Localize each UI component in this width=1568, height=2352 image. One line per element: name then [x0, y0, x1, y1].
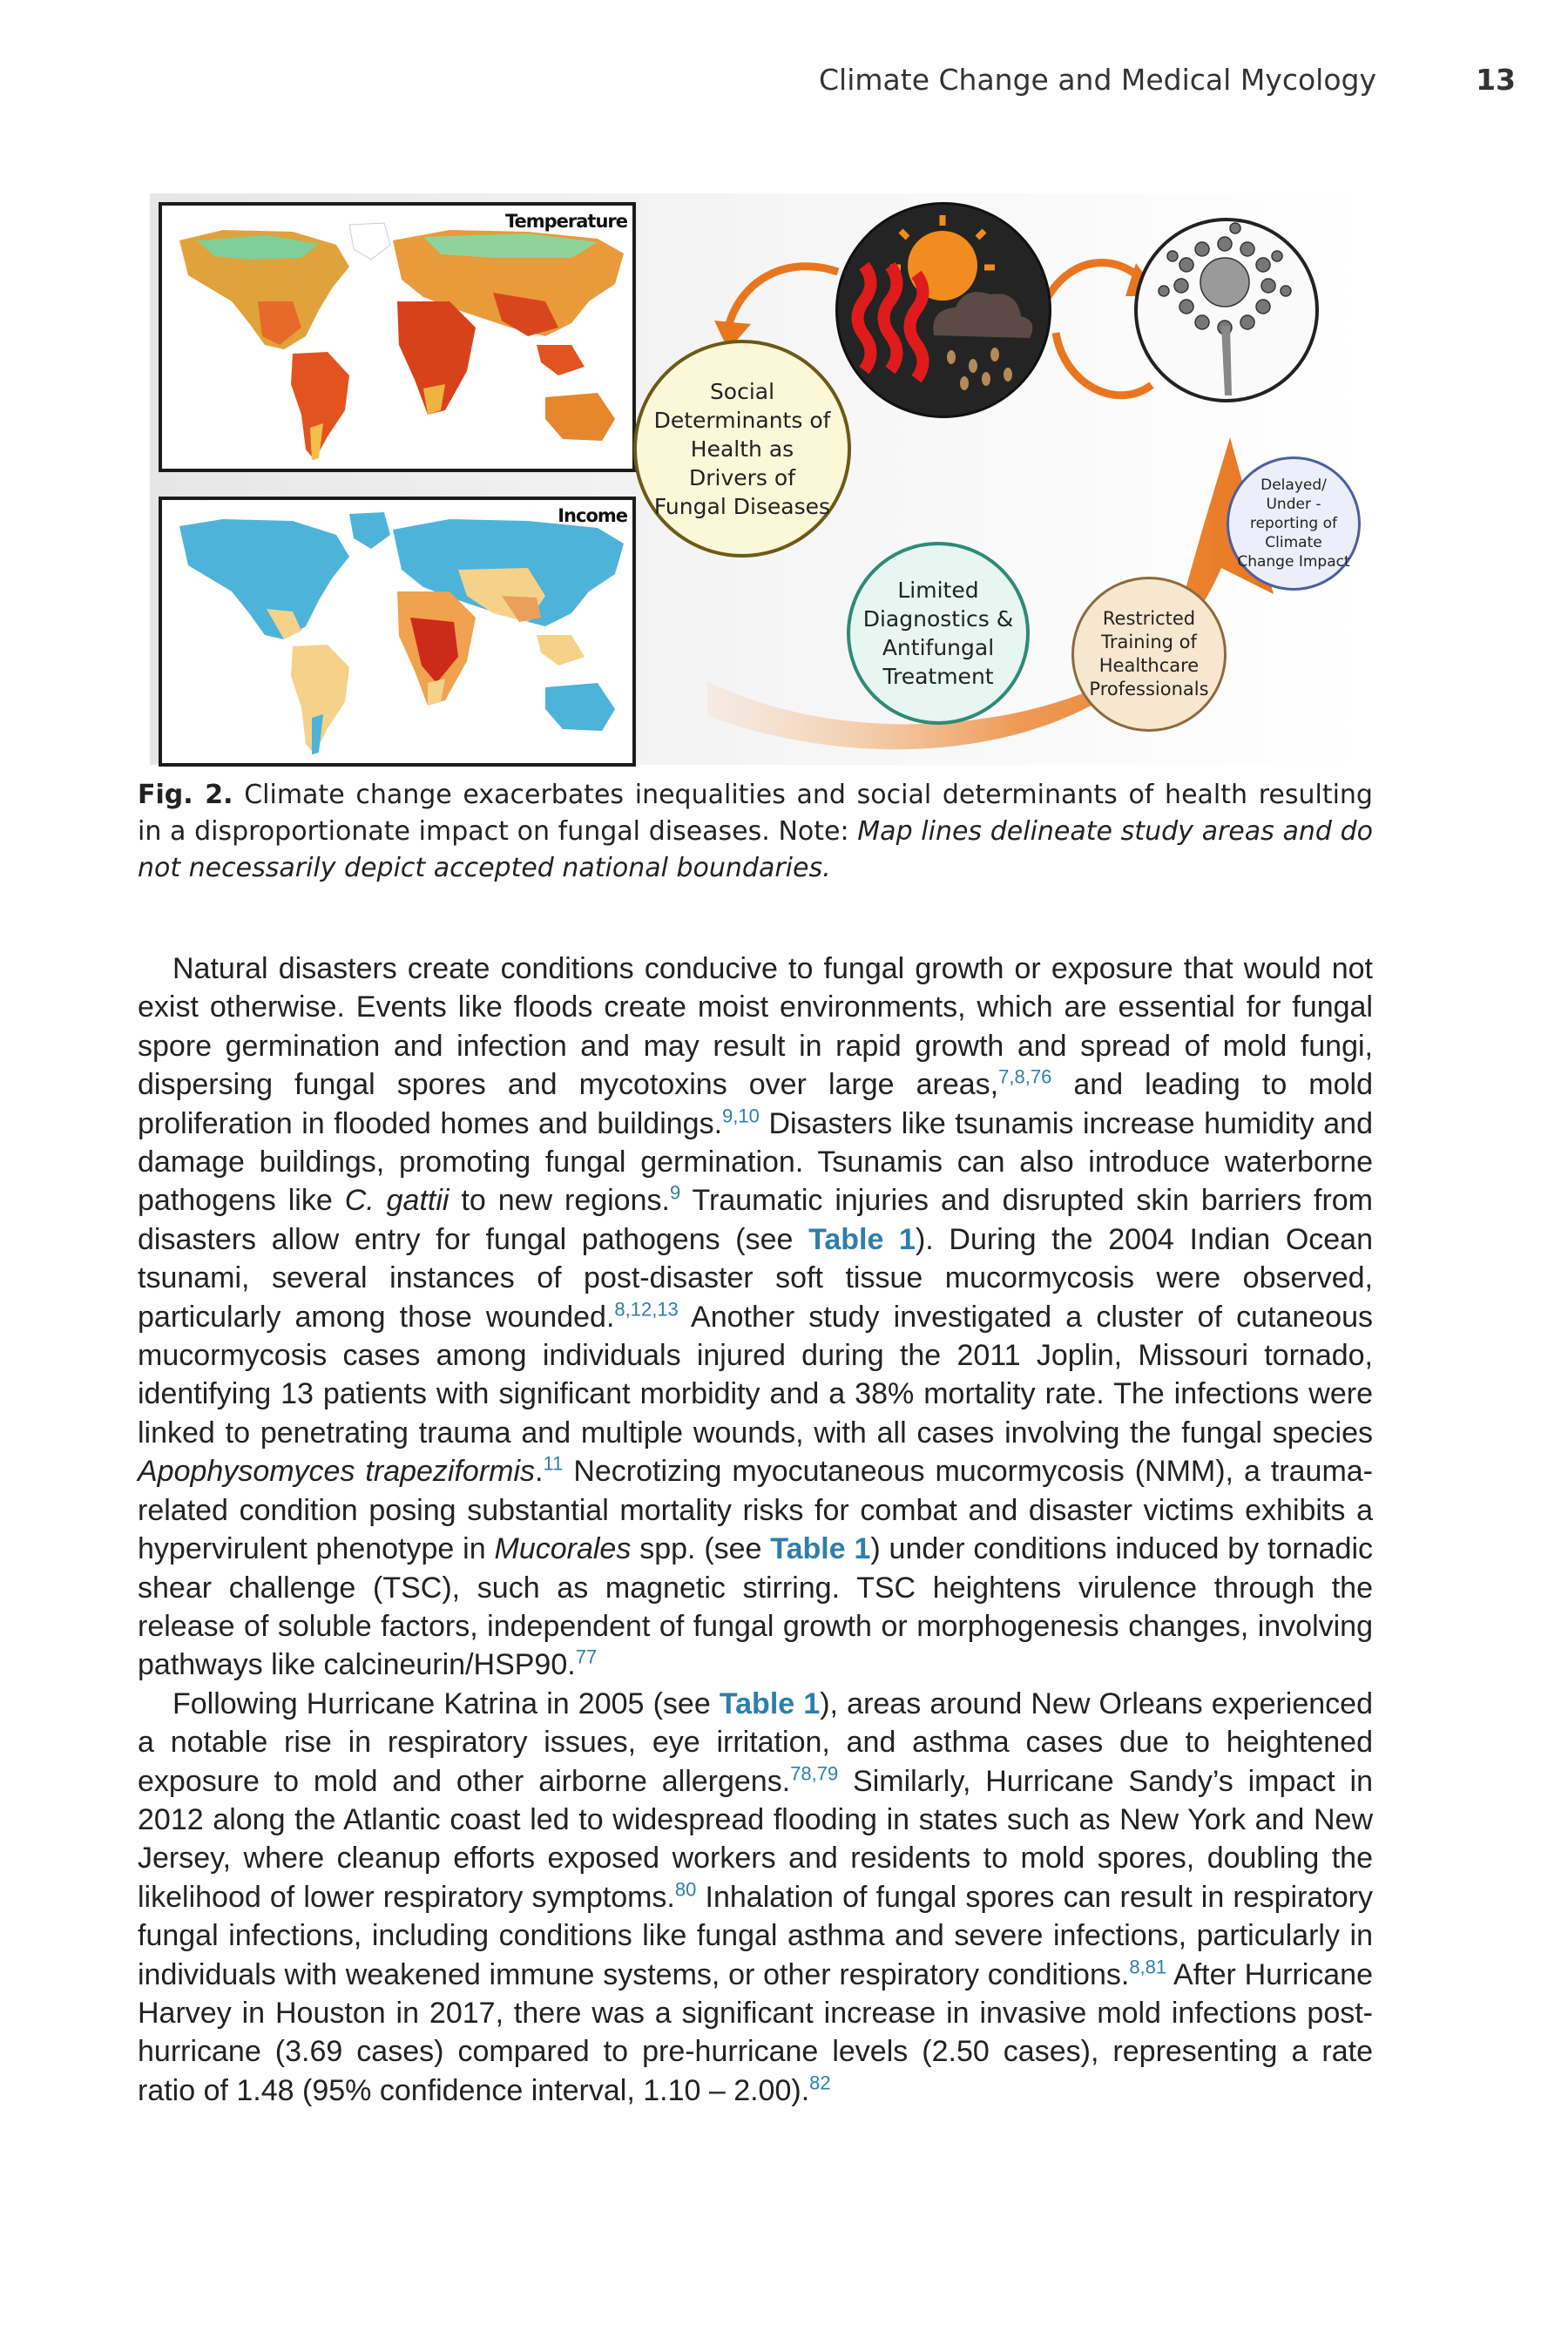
- species-name: C. gattii: [344, 1184, 449, 1218]
- citation[interactable]: 8,81: [1129, 1956, 1167, 1978]
- limited-diagnostics-bubble: [847, 542, 1030, 725]
- text-run: Natural disasters create conditions conducive to fungal growth or exposure that would not exist otherwise. Events like floods create moist environments, which are essential for fungal spore germination and infection and may result in rapid growth and spread of mold fungi, dispersing fungal spores and mycotoxins over large areas,: [138, 952, 1373, 1102]
- text-run: Disasters like tsunamis increase humidity and damage buildings, promoting fungal germination. Tsunamis can also introduce waterborne pathogens like: [138, 1106, 1373, 1218]
- temperature-label: Temperature: [504, 211, 627, 232]
- citation[interactable]: 11: [543, 1452, 564, 1475]
- figure-caption: [138, 777, 1373, 887]
- species-name: Apophysomyces trapeziformis: [138, 1455, 536, 1489]
- delayed-reporting-bubble: [1227, 456, 1361, 591]
- income-label: Income: [558, 505, 627, 526]
- social-determinants-text: Social Determinants of Health as Drivers of Fungal Diseases: [653, 378, 831, 519]
- climate-icon: [835, 202, 1051, 418]
- paragraph-2: [138, 1685, 1373, 2110]
- text-run: After Hurricane Harvey in Houston in 2017, there was a significant increase in invasive mold infections post-hurricane (3.69 cases) compared to pre-hurricane levels (2.50 cases), representing a rate ratio of 1.48 (95% confidence interval, 1.10 – 2.00).: [138, 1957, 1373, 2107]
- fungus-icon: [1134, 218, 1319, 402]
- text-run: Another study investigated a cluster of cutaneous mucormycosis cases among individuals injured during the 2011 Joplin, Missouri tornado, identifying 13 patients with significant morbidity and a 38% mortality rate. The infections were linked to penetrating trauma and multiple wounds, with all cases involving the fungal species: [138, 1300, 1373, 1450]
- text-run: ). During the 2004 Indian Ocean tsunami, several instances of post-disaster soft tissue mucormycosis were observed, particularly among those wounded.: [138, 1222, 1373, 1334]
- figure-label: Fig. 2.: [138, 780, 233, 810]
- text-run: Similarly, Hurricane Sandy’s impact in 2012 along the Atlantic coast led to widespread flooding in states such as New York and New Jersey, where cleanup efforts exposed workers and residents to mold spores, doubling the likelihood of lower respiratory symptoms.: [138, 1764, 1373, 1914]
- citation[interactable]: 82: [809, 2072, 831, 2094]
- table-link[interactable]: Table 1: [770, 1532, 871, 1566]
- species-name: Mucorales: [494, 1532, 632, 1566]
- text-run: to new regions.: [449, 1184, 670, 1218]
- text-run: Following Hurricane Katrina in 2005 (see: [172, 1686, 720, 1720]
- citation[interactable]: 78,79: [790, 1762, 839, 1785]
- text-run: Inhalation of fungal spores can result in respiratory fungal infections, including conditions like fungal asthma and severe infections, particularly in individuals with weakened immune systems, or other respiratory conditions.: [138, 1880, 1374, 1991]
- text-run: and leading to mold proliferation in flooded homes and buildings.: [138, 1068, 1373, 1140]
- social-determinants-bubble: [633, 340, 851, 558]
- text-run: ) under conditions induced by tornadic shear challenge (TSC), such as magnetic stirring. TSC heightens virulence through the release of soluble factors, independent of fungal growth or morphogenesis changes, involving pathways like calcineurin/HSP90.: [138, 1532, 1373, 1682]
- limited-diagnostics-text: Limited Diagnostics & Antifungal Treatment: [862, 578, 1014, 689]
- caption-text: Climate change exacerbates inequalities and social determinants of health resulting in a disproportionate impact on fungal diseases. Note:: [138, 780, 1373, 847]
- paragraph-1: [138, 950, 1373, 1685]
- citation[interactable]: 77: [575, 1646, 598, 1668]
- text-run: ), areas around New Orleans experienced a notable rise in respiratory issues, eye irritation, and asthma cases due to heightened exposure to mold and other airborne allergens.: [138, 1686, 1373, 1798]
- citation[interactable]: 80: [674, 1878, 697, 1901]
- restricted-training-text: Restricted Training of Healthcare Professionals: [1089, 608, 1209, 700]
- text-run: .: [535, 1455, 544, 1489]
- citation[interactable]: 9,10: [722, 1105, 760, 1127]
- citation[interactable]: 7,8,76: [998, 1065, 1052, 1088]
- page-number: 13: [1476, 63, 1516, 97]
- table-link[interactable]: Table 1: [719, 1686, 821, 1720]
- text-run: spp. (see: [631, 1532, 771, 1566]
- body-text: [138, 950, 1373, 2110]
- caption-note: Map lines delineate study areas and do not necessarily depict accepted national boundaries.: [138, 816, 1373, 883]
- table-link[interactable]: Table 1: [808, 1222, 916, 1256]
- restricted-training-bubble: [1071, 577, 1227, 732]
- citation[interactable]: 8,12,13: [614, 1298, 679, 1321]
- citation[interactable]: 9: [669, 1182, 681, 1205]
- text-run: Necrotizing myocutaneous mucormycosis (NMM), a trauma-related condition posing substantial mortality risks for combat and disaster victims exhibits a hypervirulent phenotype in: [138, 1455, 1373, 1566]
- figure-2: [150, 193, 1366, 765]
- running-title: Climate Change and Medical Mycology: [819, 63, 1376, 97]
- text-run: Traumatic injuries and disrupted skin barriers from disasters allow entry for fungal pathogens (see: [138, 1184, 1374, 1256]
- delayed-reporting-text: Delayed/ Under - reporting of Climate Change Impact: [1237, 476, 1350, 571]
